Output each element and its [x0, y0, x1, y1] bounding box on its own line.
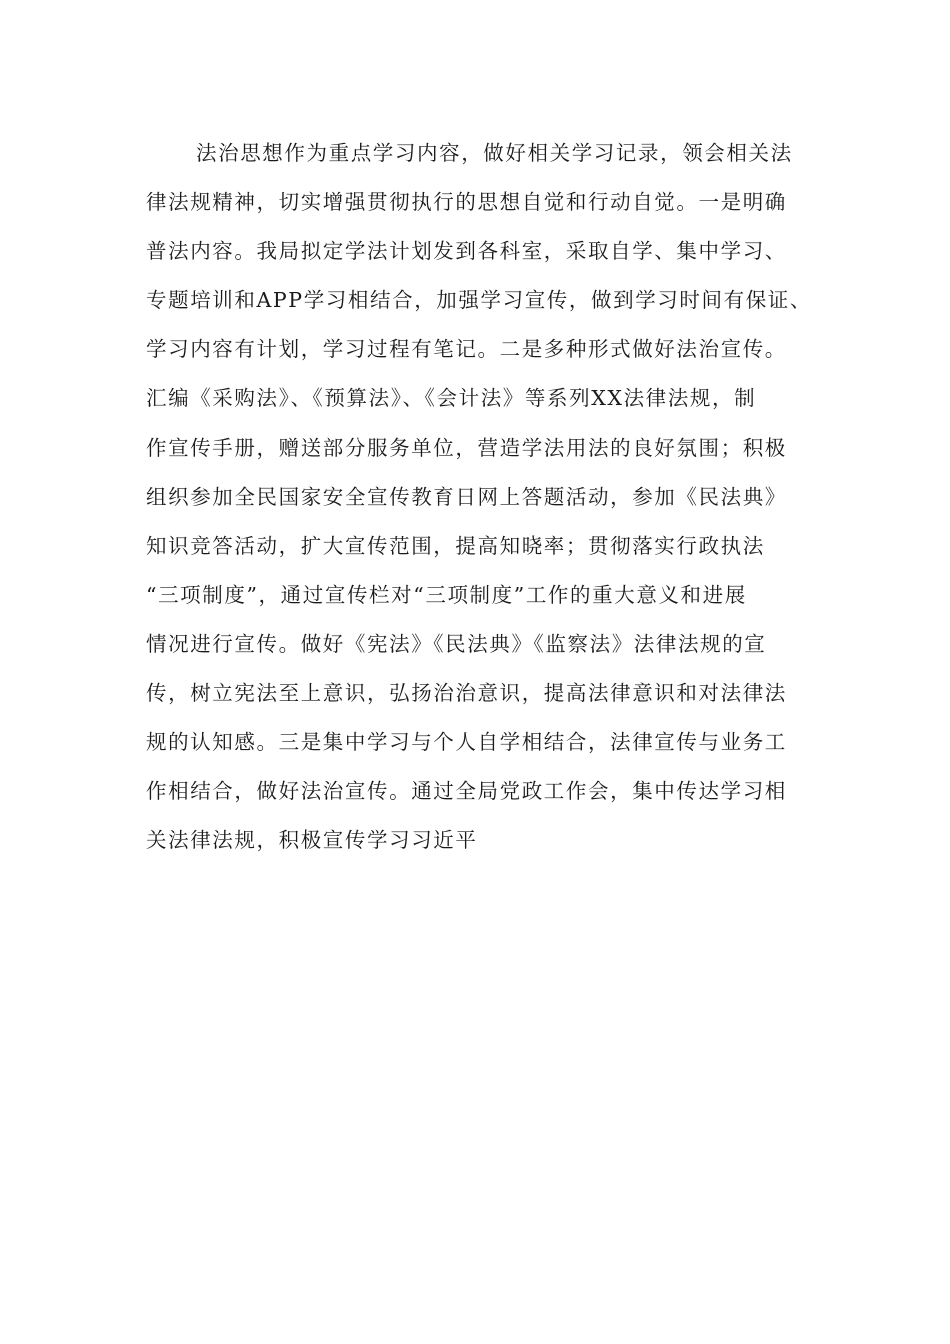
paragraph-line: 关法律法规，积极宣传学习习近平: [146, 828, 478, 853]
paragraph-line: 传，树立宪法至上意识，弘扬治治意识，提高法律意识和对法律法: [146, 681, 787, 706]
paragraph-line: 组织参加全民国家安全宣传教育日网上答题活动，参加《民法典》: [146, 484, 787, 509]
body-paragraph: [146, 133, 816, 869]
paragraph-line: 法治思想作为重点学习内容，做好相关学习记录，领会相关法: [196, 141, 793, 165]
paragraph-line: “三项制度”，通过宣传栏对“三项制度”工作的重大意义和进展: [146, 582, 747, 607]
paragraph-line: 学习内容有计划，学习过程有笔记。二是多种形式做好法治宣传。: [146, 337, 787, 362]
paragraph-line: 专题培训和APP学习相结合，加强学习宣传，做到学习时间有保证、: [146, 288, 812, 313]
paragraph-line: 情况进行宣传。做好《宪法》《民法典》《监察法》法律法规的宣: [146, 631, 767, 656]
paragraph-line: 作相结合，做好法治宣传。通过全局党政工作会，集中传达学习相: [146, 779, 787, 804]
paragraph-line: 规的认知感。三是集中学习与个人自学相结合，法律宣传与业务工: [146, 730, 787, 755]
paragraph-line: 普法内容。我局拟定学法计划发到各科室，采取自学、集中学习、: [146, 239, 787, 264]
paragraph-line: 汇编《采购法》、《预算法》、《会计法》等系列XX法律法规，制: [146, 386, 757, 411]
paragraph-line: 作宣传手册，赠送部分服务单位，营造学法用法的良好氛围；积极: [146, 435, 787, 460]
paragraph-line: 知识竞答活动，扩大宣传范围，提高知晓率；贯彻落实行政执法: [146, 533, 765, 558]
paragraph-line: 律法规精神，切实增强贯彻执行的思想自觉和行动自觉。一是明确: [146, 190, 787, 215]
